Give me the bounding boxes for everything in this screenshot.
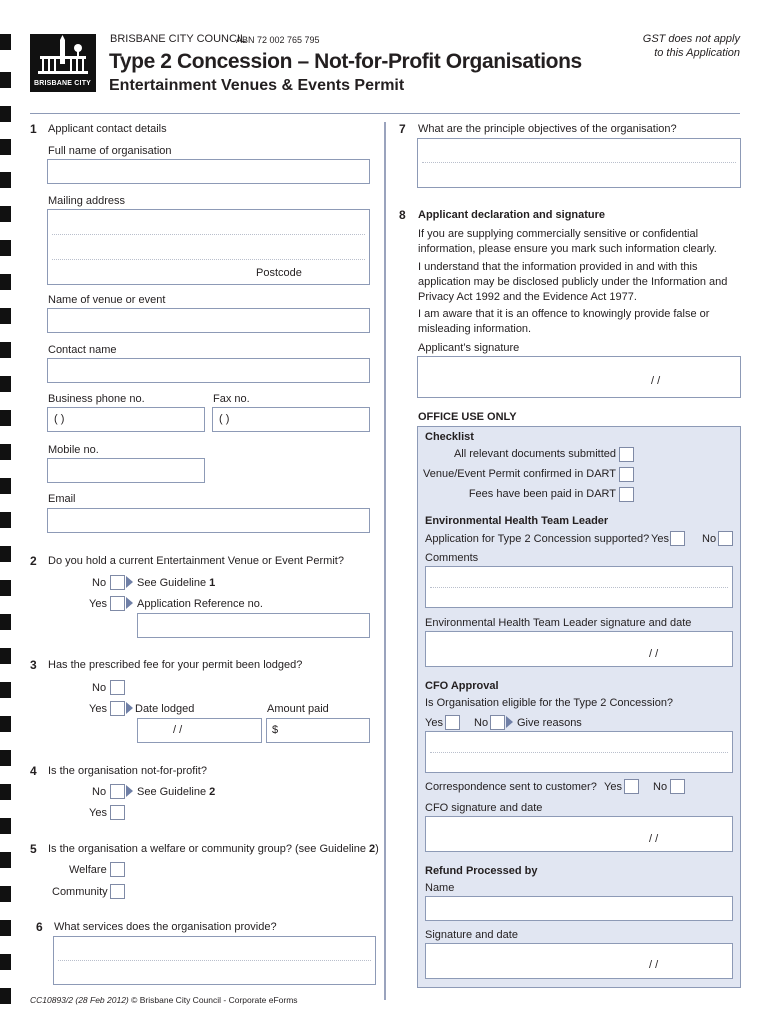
logo-text: BRISBANE CITY <box>34 80 92 87</box>
section-3-question: Has the prescribed fee for your permit been lodged? <box>48 659 303 671</box>
give-reasons-label: Give reasons <box>517 717 582 729</box>
cfo-signature-field[interactable] <box>425 816 733 852</box>
eh-title: Environmental Health Team Leader <box>425 515 609 527</box>
business-phone-field[interactable] <box>47 407 205 432</box>
s4-no-label: No <box>92 786 107 798</box>
council-name: BRISBANE CITY COUNCIL <box>110 33 247 45</box>
checklist-item-1-checkbox[interactable] <box>619 447 634 462</box>
cfo-yes-label: Yes <box>425 717 443 729</box>
s3-yes-arrow-icon <box>126 702 133 714</box>
checklist-item-2-checkbox[interactable] <box>619 467 634 482</box>
s3-yes-label: Yes <box>89 703 107 715</box>
s4-yes-label: Yes <box>89 807 107 819</box>
city-hall-icon <box>30 34 96 78</box>
cfo-no-checkbox[interactable] <box>490 715 505 730</box>
app-ref-label: Application Reference no. <box>137 598 263 610</box>
s3-yes-checkbox[interactable] <box>110 701 125 716</box>
objectives-line <box>422 162 736 163</box>
eh-yes-checkbox[interactable] <box>670 531 685 546</box>
refund-name-field[interactable] <box>425 896 733 921</box>
dollar-sign: $ <box>272 724 279 736</box>
postcode-label: Postcode <box>256 267 302 279</box>
contact-name-field[interactable] <box>47 358 370 383</box>
refund-title: Refund Processed by <box>425 865 538 877</box>
full-name-field[interactable] <box>47 159 370 184</box>
checklist-item-2: Venue/Event Permit confirmed in DART <box>423 468 616 480</box>
business-phone-label: Business phone no. <box>48 393 145 405</box>
welfare-checkbox[interactable] <box>110 862 125 877</box>
s3-no-label: No <box>92 682 107 694</box>
section-6-number: 6 <box>36 920 43 934</box>
date-lodged-slashes: / / <box>173 724 183 736</box>
mailing-line-2 <box>52 259 365 260</box>
cfo-signature-date: / / <box>649 833 659 845</box>
cfo-title: CFO Approval <box>425 680 499 692</box>
section-1-number: 1 <box>30 122 37 136</box>
eh-no-label: No <box>702 533 717 545</box>
council-logo <box>30 34 96 92</box>
mailing-line-1 <box>52 234 365 235</box>
checklist-item-3-checkbox[interactable] <box>619 487 634 502</box>
s4-yes-checkbox[interactable] <box>110 805 125 820</box>
amount-paid-label: Amount paid <box>267 703 329 715</box>
section-4-question: Is the organisation not-for-profit? <box>48 765 207 777</box>
gst-note-1: GST does not apply <box>642 33 740 45</box>
checklist-item-3: Fees have been paid in DART <box>468 488 616 500</box>
date-lodged-field[interactable] <box>137 718 262 743</box>
applicant-signature-field[interactable] <box>417 356 741 398</box>
email-field[interactable] <box>47 508 370 533</box>
amount-paid-field[interactable] <box>266 718 370 743</box>
section-4-number: 4 <box>30 764 37 778</box>
declaration-para-3: I am aware that it is an offence to knowingly provide false or misleading information. <box>418 308 710 335</box>
section-5-question: Is the organisation a welfare or community group? (see Guideline 2) <box>48 843 379 855</box>
app-ref-field[interactable] <box>137 613 370 638</box>
fax-paren: ( ) <box>219 413 230 425</box>
eh-question: Application for Type 2 Concession supported? <box>425 533 650 545</box>
declaration-para-2: I understand that the information provided in and with this application may be disclosed publicly under the Information and Privacy Act 1992 and the Evidence Act 1977. <box>418 261 728 303</box>
abn: ABN 72 002 765 795 <box>236 35 320 45</box>
office-use-title: OFFICE USE ONLY <box>418 411 517 423</box>
section-2-question: Do you hold a current Entertainment Venue or Event Permit? <box>48 555 344 567</box>
eh-signature-date: / / <box>649 648 659 660</box>
community-checkbox[interactable] <box>110 884 125 899</box>
section-5-number: 5 <box>30 842 37 856</box>
s3-no-checkbox[interactable] <box>110 680 125 695</box>
s2-yes-arrow-icon <box>126 597 133 609</box>
checklist-title: Checklist <box>425 431 474 443</box>
page-subtitle: Entertainment Venues & Events Permit <box>109 77 405 94</box>
page-title: Type 2 Concession – Not-for-Profit Organisations <box>109 50 582 73</box>
eh-signature-field[interactable] <box>425 631 733 667</box>
s2-no-label: No <box>92 577 107 589</box>
eh-no-checkbox[interactable] <box>718 531 733 546</box>
objectives-field[interactable] <box>417 138 741 188</box>
s4-see-guideline: See Guideline 2 <box>137 786 216 798</box>
contact-name-label: Contact name <box>48 344 117 356</box>
section-2-number: 2 <box>30 554 37 568</box>
email-label: Email <box>48 493 76 505</box>
s2-yes-label: Yes <box>89 598 107 610</box>
mobile-field[interactable] <box>47 458 205 483</box>
comments-label: Comments <box>425 552 479 564</box>
header-rule <box>30 113 740 114</box>
checklist-item-1: All relevant documents submitted <box>453 448 616 460</box>
s2-no-checkbox[interactable] <box>110 575 125 590</box>
column-divider <box>384 122 386 1000</box>
cfo-signature-label: CFO signature and date <box>425 802 543 814</box>
cfo-question: Is Organisation eligible for the Type 2 Concession? <box>425 697 674 709</box>
s2-see-guideline: See Guideline 1 <box>137 577 216 589</box>
s4-no-checkbox[interactable] <box>110 784 125 799</box>
section-8-title: Applicant declaration and signature <box>418 209 606 221</box>
business-phone-paren: ( ) <box>54 413 65 425</box>
applicant-signature-date: / / <box>651 375 661 387</box>
section-7-number: 7 <box>399 122 406 136</box>
date-lodged-label: Date lodged <box>135 703 195 715</box>
s2-no-arrow-icon <box>126 576 133 588</box>
services-line <box>58 960 371 961</box>
corr-yes-label: Yes <box>604 781 622 793</box>
s4-no-arrow-icon <box>126 785 133 797</box>
refund-signature-label: Signature and date <box>425 929 518 941</box>
correspondence-label: Correspondence sent to customer? <box>425 781 597 793</box>
s2-yes-checkbox[interactable] <box>110 596 125 611</box>
cfo-yes-checkbox[interactable] <box>445 715 460 730</box>
gst-note-2: to this Application <box>654 47 740 59</box>
section-1-title: Applicant contact details <box>48 123 167 135</box>
reasons-line <box>430 752 728 753</box>
corr-yes-checkbox[interactable] <box>624 779 639 794</box>
give-reasons-arrow-icon <box>506 716 513 728</box>
mailing-address-label: Mailing address <box>48 195 126 207</box>
refund-signature-field[interactable] <box>425 943 733 979</box>
applicant-signature-label: Applicant’s signature <box>418 342 520 354</box>
section-6-question: What services does the organisation provide? <box>54 921 277 933</box>
corr-no-label: No <box>653 781 668 793</box>
comments-line <box>430 587 728 588</box>
venue-label: Name of venue or event <box>48 294 166 306</box>
refund-signature-date: / / <box>649 959 659 971</box>
cfo-no-label: No <box>474 717 489 729</box>
fax-field[interactable] <box>212 407 370 432</box>
venue-field[interactable] <box>47 308 370 333</box>
eh-yes-label: Yes <box>651 533 669 545</box>
community-label: Community <box>52 886 108 898</box>
declaration-para-1: If you are supplying commercially sensitive or confidential information, please ensure you mark such information clearly. <box>418 228 717 255</box>
mailing-address-field[interactable] <box>47 209 370 285</box>
welfare-label: Welfare <box>69 864 107 876</box>
section-8-number: 8 <box>399 208 406 222</box>
section-7-question: What are the principle objectives of the organisation? <box>418 123 677 135</box>
section-3-number: 3 <box>30 658 37 672</box>
full-name-label: Full name of organisation <box>48 145 172 157</box>
fax-label: Fax no. <box>213 393 250 405</box>
corr-no-checkbox[interactable] <box>670 779 685 794</box>
refund-name-label: Name <box>425 882 455 894</box>
mobile-label: Mobile no. <box>48 444 99 456</box>
footer-text: CC10893/2 (28 Feb 2012) © Brisbane City Council - Corporate eForms <box>30 995 298 1005</box>
eh-signature-label: Environmental Health Team Leader signature and date <box>425 617 692 629</box>
